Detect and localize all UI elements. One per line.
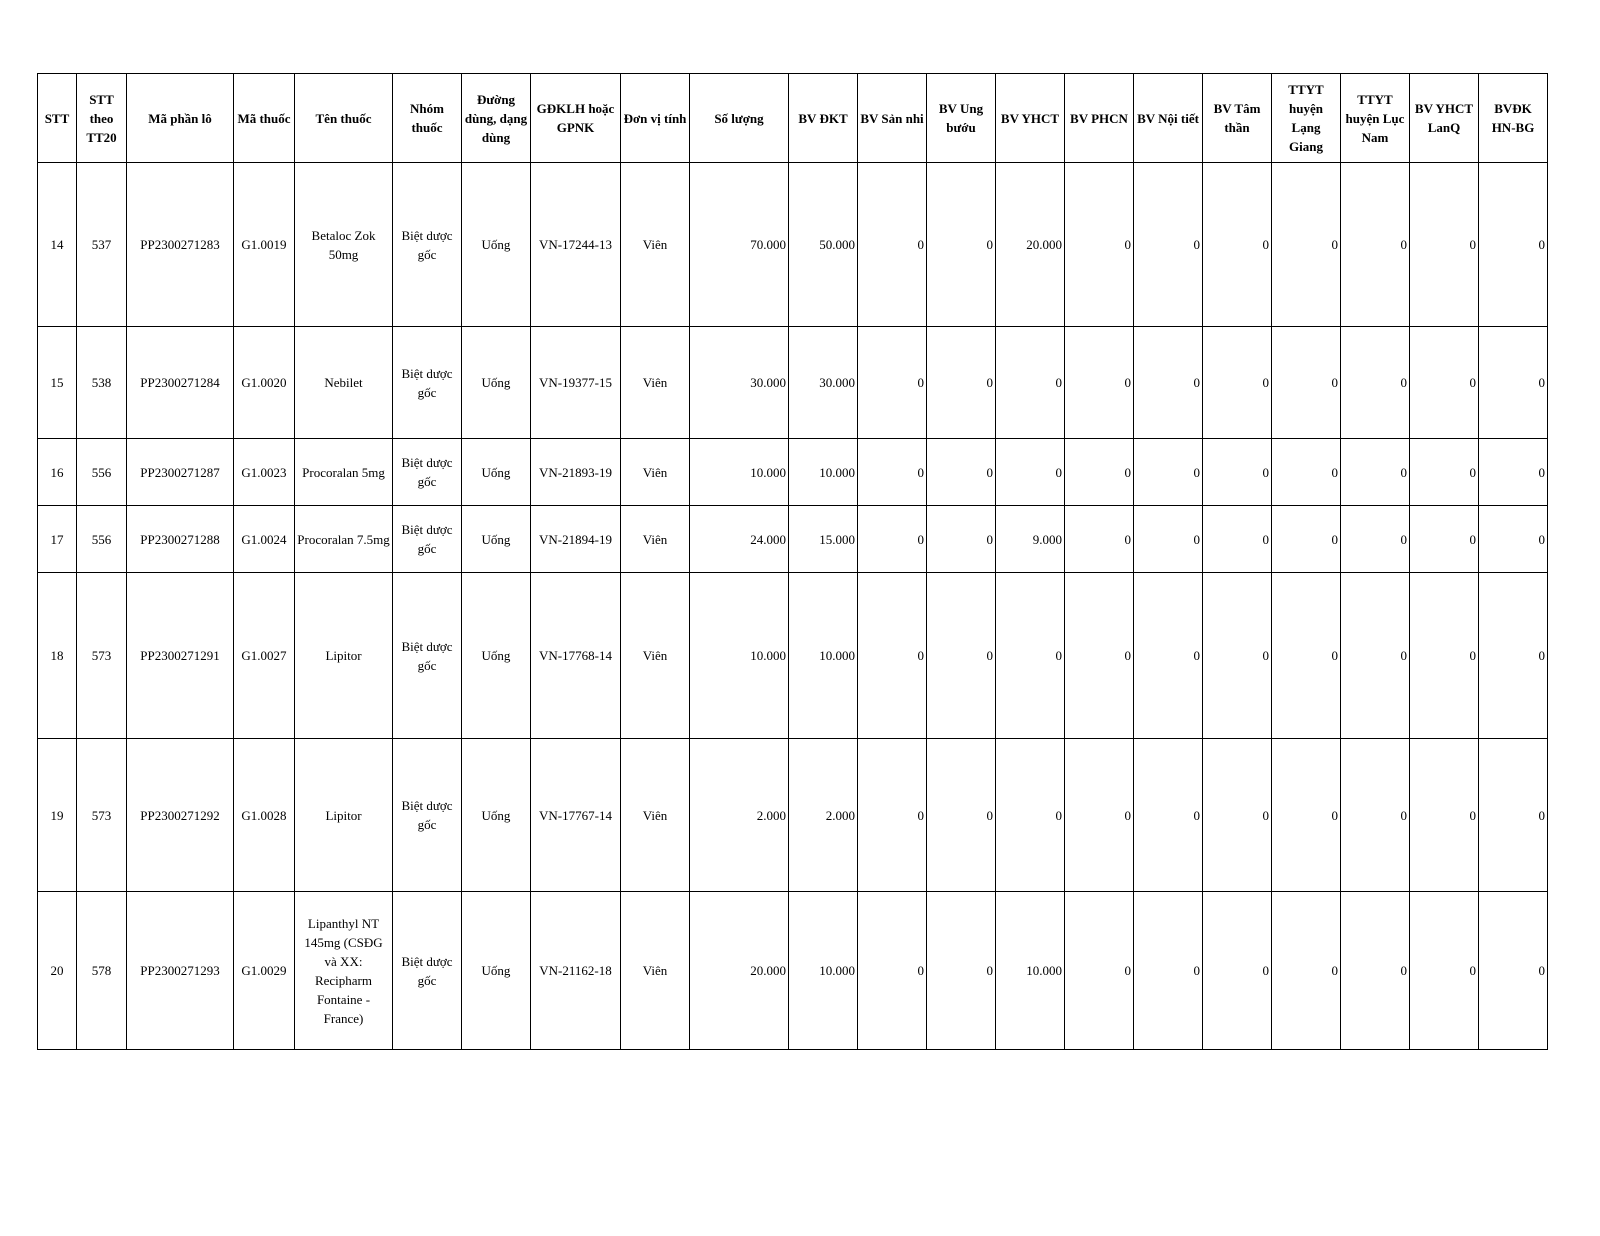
nhom-thuoc-cell: Biệt dược gốc [393,573,462,739]
bv-ung-buou-cell: 0 [927,892,996,1050]
bvdk-hn-bg-cell: 0 [1479,506,1548,573]
table-row [38,739,1548,892]
col-header-ma-phan-lo: Mã phần lô [127,74,234,163]
col-header-so-luong: Số lượng [690,74,789,163]
bv-yhct-lanq-cell: 0 [1410,739,1479,892]
so-luong-cell: 24.000 [690,506,789,573]
ten-thuoc-cell: Procoralan 7.5mg [295,506,393,573]
ma-phan-lo-cell: PP2300271283 [127,163,234,327]
duong-dung-cell: Uống [462,163,531,327]
col-header-gdklh: GĐKLH hoặc GPNK [531,74,621,163]
bv-yhct-cell: 0 [996,739,1065,892]
ma-thuoc-cell: G1.0019 [234,163,295,327]
stt-cell: 14 [38,163,77,327]
stt-cell: 15 [38,327,77,439]
bv-noi-tiet-cell: 0 [1134,573,1203,739]
ma-phan-lo-cell: PP2300271287 [127,439,234,506]
bv-phcn-cell: 0 [1065,327,1134,439]
bv-san-nhi-cell: 0 [858,439,927,506]
so-luong-cell: 30.000 [690,327,789,439]
so-luong-cell: 20.000 [690,892,789,1050]
col-header-ma-thuoc: Mã thuốc [234,74,295,163]
ma-thuoc-cell: G1.0020 [234,327,295,439]
col-header-bv-ung-buou: BV Ung bướu [927,74,996,163]
bv-phcn-cell: 0 [1065,739,1134,892]
stt-tt20-cell: 573 [77,573,127,739]
bv-dkt-cell: 10.000 [789,439,858,506]
so-luong-cell: 70.000 [690,163,789,327]
col-header-bv-dkt: BV ĐKT [789,74,858,163]
nhom-thuoc-cell: Biệt dược gốc [393,327,462,439]
bv-tam-than-cell: 0 [1203,573,1272,739]
ttyt-luc-nam-cell: 0 [1341,573,1410,739]
table-row [38,439,1548,506]
bv-noi-tiet-cell: 0 [1134,506,1203,573]
col-header-bv-tam-than: BV Tâm thần [1203,74,1272,163]
don-vi-tinh-cell: Viên [621,739,690,892]
col-header-stt-tt20: STT theo TT20 [77,74,127,163]
bv-phcn-cell: 0 [1065,439,1134,506]
don-vi-tinh-cell: Viên [621,892,690,1050]
ttyt-lang-giang-cell: 0 [1272,739,1341,892]
ttyt-lang-giang-cell: 0 [1272,439,1341,506]
ten-thuoc-cell: Lipitor [295,573,393,739]
don-vi-tinh-cell: Viên [621,163,690,327]
header-row [38,74,1548,163]
ma-thuoc-cell: G1.0028 [234,739,295,892]
table-row [38,163,1548,327]
col-header-bv-san-nhi: BV Sản nhi [858,74,927,163]
ttyt-luc-nam-cell: 0 [1341,892,1410,1050]
so-luong-cell: 2.000 [690,739,789,892]
ten-thuoc-cell: Procoralan 5mg [295,439,393,506]
so-luong-cell: 10.000 [690,439,789,506]
gdklh-cell: VN-21162-18 [531,892,621,1050]
bvdk-hn-bg-cell: 0 [1479,739,1548,892]
bv-yhct-lanq-cell: 0 [1410,327,1479,439]
ten-thuoc-cell: Lipitor [295,739,393,892]
bv-tam-than-cell: 0 [1203,506,1272,573]
bv-yhct-lanq-cell: 0 [1410,439,1479,506]
ttyt-luc-nam-cell: 0 [1341,739,1410,892]
table-row [38,573,1548,739]
bv-ung-buou-cell: 0 [927,573,996,739]
ten-thuoc-cell: Betaloc Zok 50mg [295,163,393,327]
ttyt-luc-nam-cell: 0 [1341,327,1410,439]
bv-tam-than-cell: 0 [1203,163,1272,327]
nhom-thuoc-cell: Biệt dược gốc [393,892,462,1050]
table-body [38,163,1548,1050]
duong-dung-cell: Uống [462,327,531,439]
bv-phcn-cell: 0 [1065,163,1134,327]
stt-cell: 16 [38,439,77,506]
bv-ung-buou-cell: 0 [927,506,996,573]
stt-tt20-cell: 578 [77,892,127,1050]
don-vi-tinh-cell: Viên [621,439,690,506]
gdklh-cell: VN-17767-14 [531,739,621,892]
bv-san-nhi-cell: 0 [858,163,927,327]
bv-yhct-lanq-cell: 0 [1410,892,1479,1050]
bv-phcn-cell: 0 [1065,506,1134,573]
bv-dkt-cell: 10.000 [789,892,858,1050]
bv-dkt-cell: 30.000 [789,327,858,439]
ttyt-lang-giang-cell: 0 [1272,892,1341,1050]
bv-yhct-cell: 0 [996,327,1065,439]
duong-dung-cell: Uống [462,892,531,1050]
bv-yhct-cell: 20.000 [996,163,1065,327]
bv-san-nhi-cell: 0 [858,739,927,892]
ten-thuoc-cell: Lipanthyl NT 145mg (CSĐG và XX: Recipharm Fontaine - France) [295,892,393,1050]
nhom-thuoc-cell: Biệt dược gốc [393,439,462,506]
stt-cell: 20 [38,892,77,1050]
bv-yhct-lanq-cell: 0 [1410,506,1479,573]
gdklh-cell: VN-17768-14 [531,573,621,739]
bv-yhct-lanq-cell: 0 [1410,163,1479,327]
bv-noi-tiet-cell: 0 [1134,327,1203,439]
bv-tam-than-cell: 0 [1203,327,1272,439]
duong-dung-cell: Uống [462,506,531,573]
bv-ung-buou-cell: 0 [927,163,996,327]
ttyt-lang-giang-cell: 0 [1272,573,1341,739]
bvdk-hn-bg-cell: 0 [1479,439,1548,506]
bv-dkt-cell: 15.000 [789,506,858,573]
bv-yhct-cell: 10.000 [996,892,1065,1050]
ma-thuoc-cell: G1.0029 [234,892,295,1050]
col-header-ten-thuoc: Tên thuốc [295,74,393,163]
bvdk-hn-bg-cell: 0 [1479,573,1548,739]
stt-tt20-cell: 556 [77,439,127,506]
drug-allocation-table [37,73,1548,1050]
bv-dkt-cell: 2.000 [789,739,858,892]
ten-thuoc-cell: Nebilet [295,327,393,439]
bv-yhct-lanq-cell: 0 [1410,573,1479,739]
bv-noi-tiet-cell: 0 [1134,892,1203,1050]
stt-cell: 17 [38,506,77,573]
stt-cell: 18 [38,573,77,739]
bv-dkt-cell: 10.000 [789,573,858,739]
don-vi-tinh-cell: Viên [621,573,690,739]
col-header-don-vi-tinh: Đơn vị tính [621,74,690,163]
don-vi-tinh-cell: Viên [621,506,690,573]
bv-noi-tiet-cell: 0 [1134,739,1203,892]
bv-yhct-cell: 0 [996,573,1065,739]
ttyt-lang-giang-cell: 0 [1272,163,1341,327]
ttyt-lang-giang-cell: 0 [1272,327,1341,439]
ma-phan-lo-cell: PP2300271284 [127,327,234,439]
col-header-bvdk-hn-bg: BVĐK HN-BG [1479,74,1548,163]
ma-phan-lo-cell: PP2300271288 [127,506,234,573]
nhom-thuoc-cell: Biệt dược gốc [393,163,462,327]
nhom-thuoc-cell: Biệt dược gốc [393,506,462,573]
col-header-bv-noi-tiet: BV Nội tiết [1134,74,1203,163]
bv-san-nhi-cell: 0 [858,506,927,573]
bv-san-nhi-cell: 0 [858,327,927,439]
bv-phcn-cell: 0 [1065,573,1134,739]
don-vi-tinh-cell: Viên [621,327,690,439]
ttyt-luc-nam-cell: 0 [1341,439,1410,506]
col-header-bv-yhct-lanq: BV YHCT LanQ [1410,74,1479,163]
bv-noi-tiet-cell: 0 [1134,163,1203,327]
bv-san-nhi-cell: 0 [858,892,927,1050]
duong-dung-cell: Uống [462,439,531,506]
bv-noi-tiet-cell: 0 [1134,439,1203,506]
col-header-bv-yhct: BV YHCT [996,74,1065,163]
bv-yhct-cell: 9.000 [996,506,1065,573]
table-row [38,327,1548,439]
gdklh-cell: VN-21894-19 [531,506,621,573]
col-header-ttyt-luc-nam: TTYT huyện Lục Nam [1341,74,1410,163]
stt-cell: 19 [38,739,77,892]
duong-dung-cell: Uống [462,573,531,739]
bvdk-hn-bg-cell: 0 [1479,892,1548,1050]
ttyt-luc-nam-cell: 0 [1341,163,1410,327]
bv-ung-buou-cell: 0 [927,439,996,506]
bv-tam-than-cell: 0 [1203,892,1272,1050]
bvdk-hn-bg-cell: 0 [1479,163,1548,327]
ma-thuoc-cell: G1.0024 [234,506,295,573]
stt-tt20-cell: 556 [77,506,127,573]
table-row [38,892,1548,1050]
stt-tt20-cell: 538 [77,327,127,439]
ma-thuoc-cell: G1.0023 [234,439,295,506]
table-row [38,506,1548,573]
gdklh-cell: VN-17244-13 [531,163,621,327]
col-header-duong-dung: Đường dùng, dạng dùng [462,74,531,163]
bv-tam-than-cell: 0 [1203,439,1272,506]
col-header-ttyt-lang-giang: TTYT huyện Lạng Giang [1272,74,1341,163]
stt-tt20-cell: 537 [77,163,127,327]
bv-dkt-cell: 50.000 [789,163,858,327]
so-luong-cell: 10.000 [690,573,789,739]
bv-yhct-cell: 0 [996,439,1065,506]
ma-thuoc-cell: G1.0027 [234,573,295,739]
gdklh-cell: VN-19377-15 [531,327,621,439]
nhom-thuoc-cell: Biệt dược gốc [393,739,462,892]
col-header-stt: STT [38,74,77,163]
ma-phan-lo-cell: PP2300271291 [127,573,234,739]
bv-tam-than-cell: 0 [1203,739,1272,892]
ma-phan-lo-cell: PP2300271292 [127,739,234,892]
bv-ung-buou-cell: 0 [927,739,996,892]
ttyt-lang-giang-cell: 0 [1272,506,1341,573]
col-header-nhom-thuoc: Nhóm thuốc [393,74,462,163]
bv-phcn-cell: 0 [1065,892,1134,1050]
stt-tt20-cell: 573 [77,739,127,892]
bv-ung-buou-cell: 0 [927,327,996,439]
bvdk-hn-bg-cell: 0 [1479,327,1548,439]
bv-san-nhi-cell: 0 [858,573,927,739]
ttyt-luc-nam-cell: 0 [1341,506,1410,573]
col-header-bv-phcn: BV PHCN [1065,74,1134,163]
ma-phan-lo-cell: PP2300271293 [127,892,234,1050]
gdklh-cell: VN-21893-19 [531,439,621,506]
duong-dung-cell: Uống [462,739,531,892]
